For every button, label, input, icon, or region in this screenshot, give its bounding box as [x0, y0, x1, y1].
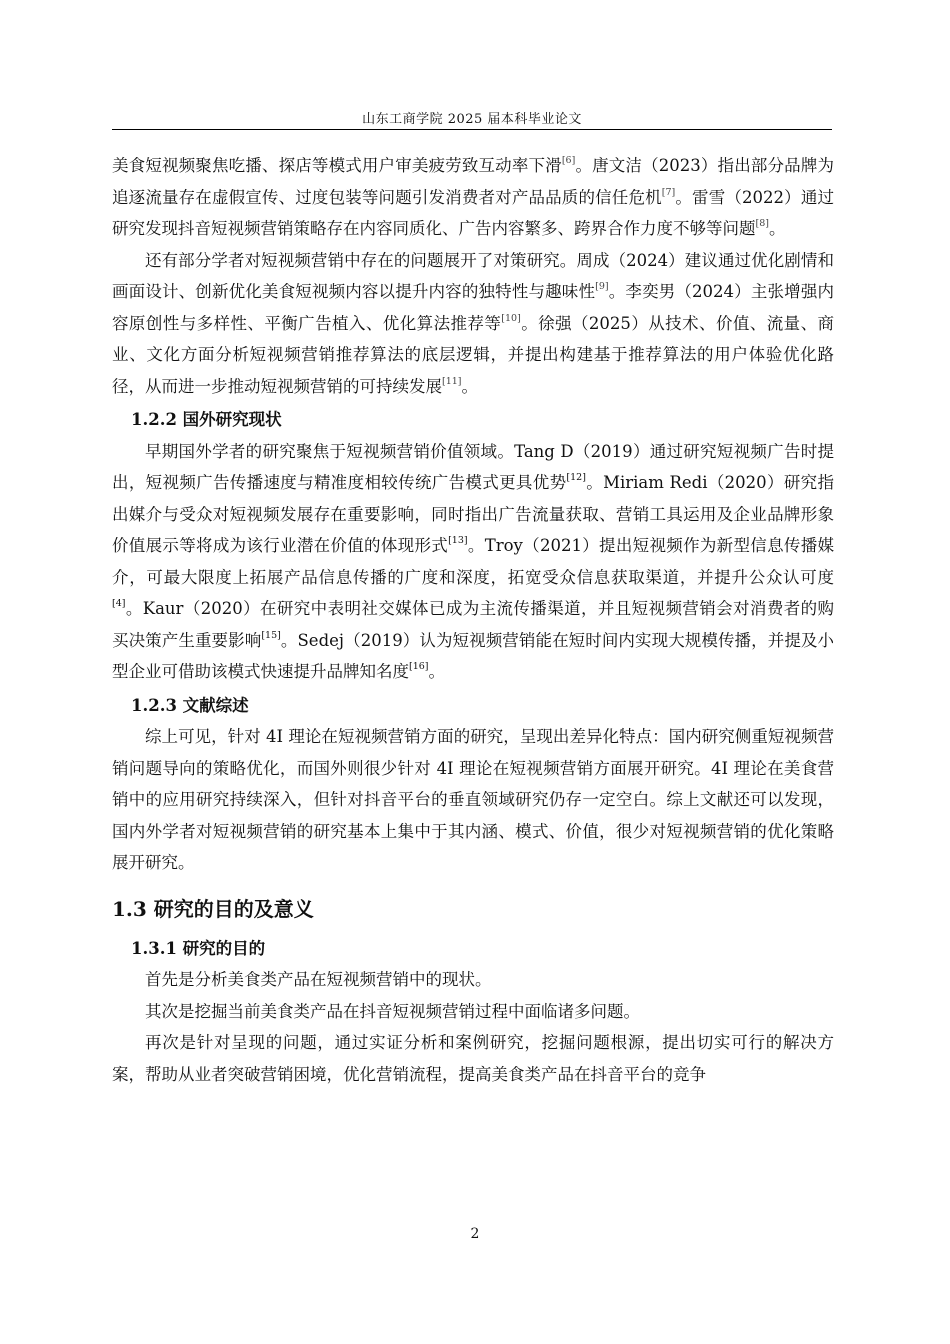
paragraph-2: 还有部分学者对短视频营销中存在的问题展开了对策研究。周成（2024）建议通过优化剧情和画面设计、创新优化美食短视频内容以提升内容的独特性与趣味性[9]。李奕男（2024）主张增强内容原创性与多样性、平衡广告植入、优化算法推荐等[10]。徐强（2025）从技术、价值、流量、商业、文化方面分析短视频营销推荐算法的底层逻辑，并提出构建基于推荐算法的用户体验优化路径，从而进一步推动短视频营销的可持续发展[11]。	[112, 250, 835, 396]
chapter-heading-1-3: 1.3 研究的目的及意义	[112, 896, 314, 921]
running-header: 山东工商学院 2025 届本科毕业论文	[362, 112, 582, 127]
paragraph-7: 再次是针对呈现的问题，通过实证分析和案例研究，挖掘问题根源，提出切实可行的解决方案，帮助从业者突破营销困境，优化营销流程，提高美食类产品在抖音平台的竞争	[112, 1033, 834, 1084]
paragraph-4: 综上可见，针对 4I 理论在短视频营销方面的研究，呈现出差异化特点：国内研究侧重短视频营销问题导向的策略优化，而国外则很少针对 4I 理论在短视频营销方面展开研究。4I 理论在美食营销中的应用研究持续深入，但针对抖音平台的垂直领域研究仍存一定空白。综上文献还可以发现，国内外学者对短视频营销的研究基本上集中于其内涵、模式、价值，很少对短视频营销的优化策略展开研究。	[112, 727, 834, 872]
citation-ref: [9]	[595, 281, 609, 292]
paragraph-5: 首先是分析美食类产品在短视频营销中的现状。	[145, 970, 492, 989]
paragraph-3: 早期国外学者的研究聚焦于短视频营销价值领域。Tang D（2019）通过研究短视频广告时提出，短视频广告传播速度与精准度相较传统广告模式更具优势[12]。Miriam Redi（2020）研究指出媒介与受众对短视频发展存在重要影响，同时指出广告流量获取、营销工具运用及企业品牌形象价值展示等将成为该行业潜在价值的体现形式[13]。Troy（2021）提出短视频作为新型信息传播媒介，可最大限度上拓展产品信息传播的广度和深度，拓宽受众信息获取渠道，并提升公众认可度 [4]。Kaur（2020）在研究中表明社交媒体已成为主流传播渠道，并且短视频营销会对消费者的购买决策产生重要影响[15]。Sedej（2019）认为短视频营销能在短时间内实现大规模传播，并提及小型企业可借助该模式快速提升品牌知名度[16]。	[112, 441, 835, 681]
citation-ref: [4]	[112, 598, 126, 609]
page-number: 2	[470, 1226, 480, 1242]
citation-ref: [15]	[261, 629, 281, 641]
paragraph-1: 美食短视频聚焦吃播、探店等模式用户审美疲劳致互动率下滑[6]。唐文洁（2023）指出部分品牌为追逐流量存在虚假宣传、过度包装等问题引发消费者对产品品质的信任危机[7]。雷雪（2022）通过研究发现抖音短视频营销策略存在内容同质化、广告内容繁多、跨界合作力度不够等问题[8]。	[112, 155, 835, 238]
paragraph-6: 其次是挖掘当前美食类产品在抖音短视频营销过程中面临诸多问题。	[145, 1001, 640, 1021]
citation-ref: [6]	[561, 155, 576, 166]
citation-ref: [11]	[442, 375, 462, 387]
page-body	[112, 150, 834, 1090]
section-heading-1-2-3: 1.2.3 文献综述	[131, 695, 249, 715]
citation-ref: [7]	[661, 186, 676, 198]
citation-ref: [10]	[501, 312, 521, 324]
section-heading-1-3-1: 1.3.1 研究的目的	[131, 938, 266, 958]
header-rule	[112, 129, 832, 130]
citation-ref: [12]	[566, 472, 586, 483]
citation-ref: [13]	[448, 535, 468, 546]
citation-ref: [16]	[409, 661, 429, 672]
citation-ref: [8]	[755, 218, 769, 229]
section-heading-1-2-2: 1.2.2 国外研究现状	[131, 410, 282, 429]
